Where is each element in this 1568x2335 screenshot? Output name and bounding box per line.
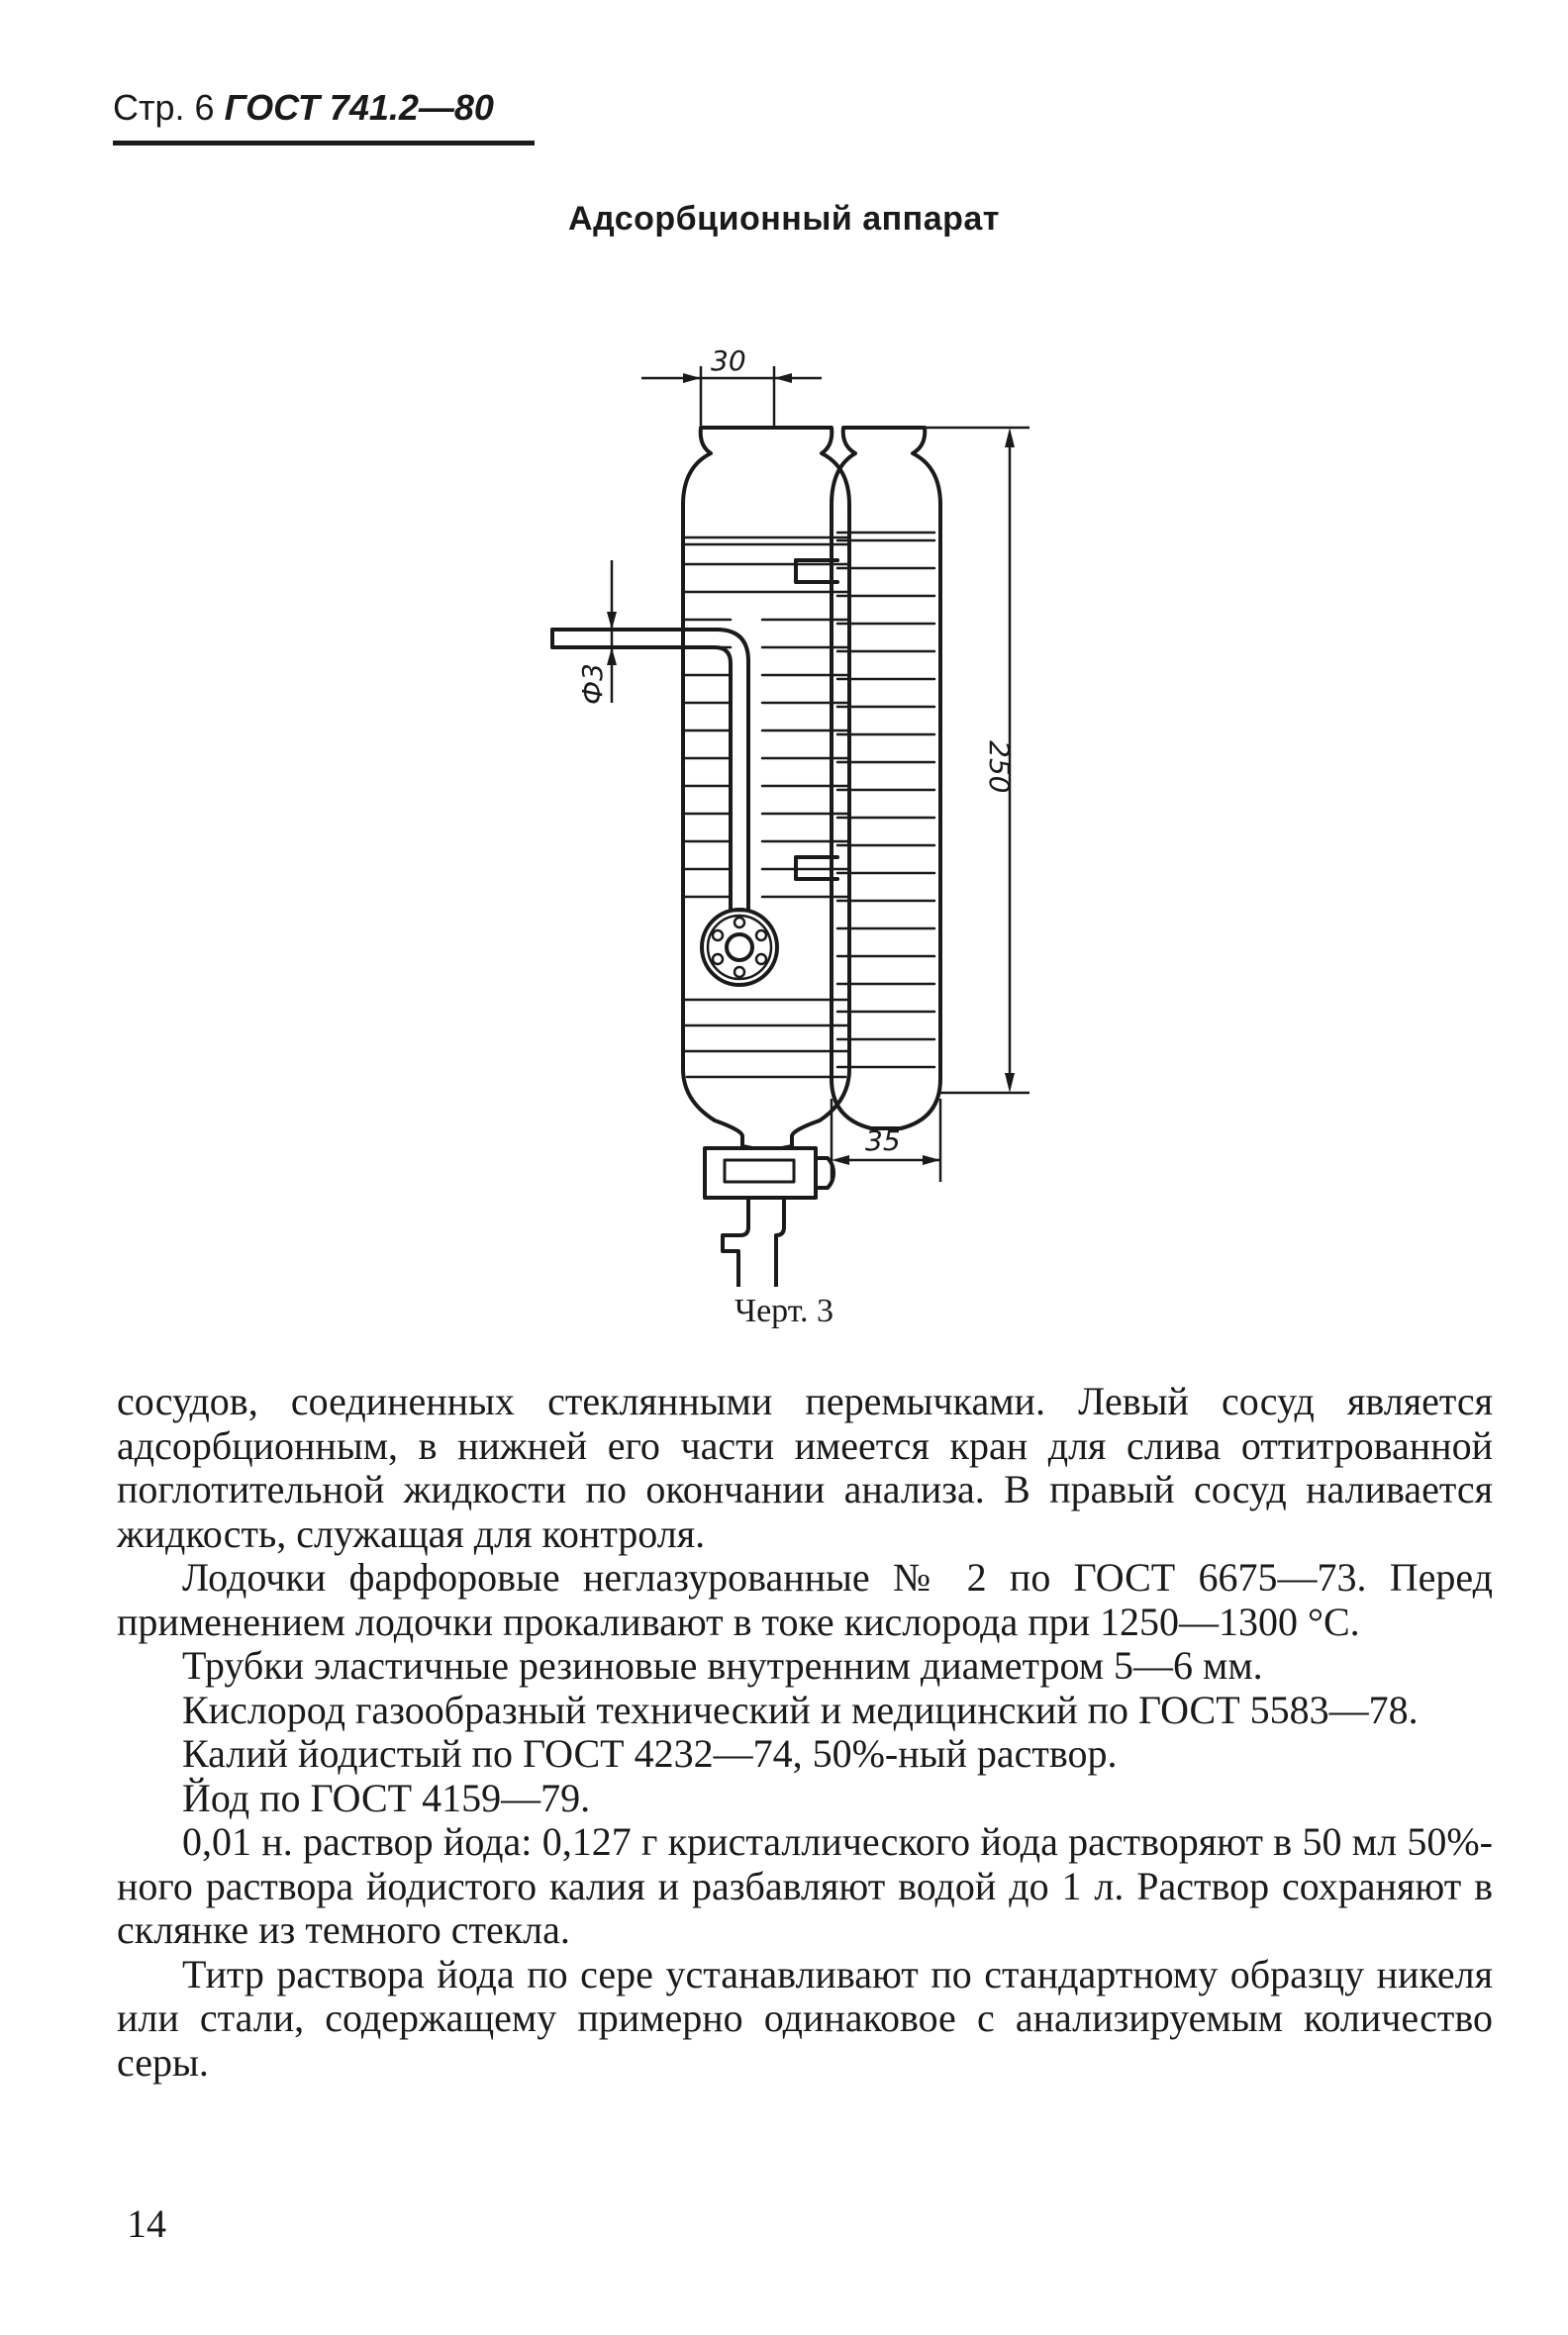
dim-label-height: 250 <box>983 740 1016 794</box>
dim-arrow <box>1005 428 1015 447</box>
dim-arrow <box>774 373 792 383</box>
right-vessel-liquid-lines <box>837 533 934 1067</box>
body-text <box>117 1380 1493 2085</box>
gas-distributor-disc <box>702 910 777 985</box>
paragraph: Йод по ГОСТ 4159—79. <box>182 1775 591 1820</box>
dim-arrow <box>683 373 701 383</box>
dim-label-tube-diameter: Ф3 <box>576 663 609 705</box>
dim-arrow <box>832 1155 849 1165</box>
drain-stopcock <box>705 1148 833 1287</box>
paragraph: Калий йодистый по ГОСТ 4232—74, 50%-ный раствор. <box>182 1731 1118 1776</box>
dim-arrow <box>607 612 617 630</box>
paragraph: 0,01 н. раствор йода: 0,127 г кристаллического йода растворяют в 50 мл 50%-ного раствора йодистого калия и разбавляют водой до 1 л. Раствор сохраняют в склянке из темного стекла. <box>117 1819 1493 1952</box>
page-number: 14 <box>127 2201 166 2246</box>
dim-arrow <box>607 647 617 665</box>
dim-label-top-width: 30 <box>711 344 746 377</box>
figure-title: Адсорбционный аппарат <box>568 200 1000 238</box>
paragraph: Лодочки фарфоровые неглазурованные № 2 по ГОСТ 6675—73. Перед применением лодочки прокаливают в токе кислорода при 1250—1300 °С. <box>117 1555 1493 1644</box>
page-label: Стр. 6 <box>113 87 215 128</box>
left-vessel-outline <box>683 428 849 1148</box>
paragraph: Титр раствора йода по сере устанавливают по стандартному образцу никеля или стали, содержащему примерно одинаковое с анализируемым количество серы. <box>117 1951 1493 2085</box>
dim-arrow <box>1005 1073 1015 1093</box>
paragraph: Кислород газообразный технический и медицинский по ГОСТ 5583—78. <box>182 1687 1419 1732</box>
figure-caption: Черт. 3 <box>734 1293 834 1329</box>
paragraph: Трубки эластичные резиновые внутренним диаметром 5—6 мм. <box>182 1643 1263 1688</box>
left-vessel-liquid-lines <box>683 537 849 1077</box>
dim-arrow <box>923 1155 940 1165</box>
dim-label-vessel-width: 35 <box>865 1124 901 1157</box>
standard-number: ГОСТ 741.2—80 <box>224 87 494 128</box>
paragraph: сосудов, соединенных стеклянными перемычками. Левый сосуд является адсорбционным, в нижней его части имеется кран для слива оттитрованной поглотительной жидкости по окончании анализа. В правый сосуд наливается жидкость, служащая для контроля. <box>117 1379 1493 1556</box>
